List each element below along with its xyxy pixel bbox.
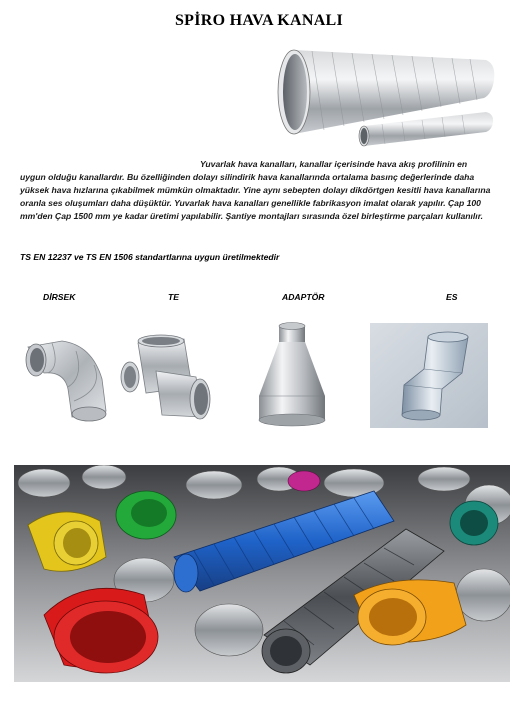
paragraph-first-line: Yuvarlak hava kanalları, kanallar içerisinde hava akış profilinin en <box>200 159 468 169</box>
paragraph-body: uygun olduğu kanallardır. Bu özelliğinden dolayı silindirik hava kanallarında ortalama basınç değerlerinde daha yüksek hava hızlarına çıkabilmek mümkün olmaktadır. Yine aynı sebepten dolayı dikdörtgen kesitli hava kanallarına oranla ses oluşumları daha düşüktür. Yuvarlak hava kanalları genellikle fabrikasyon imalat olarak yapılır. Çap 100 mm'den Çap 1500 mm ye kadar üretimi yapılabilir. Şantiye montajları sırasında özel birleştirme parçaları kullanılır. <box>20 172 491 221</box>
colored-ducts-collage-image <box>14 465 510 682</box>
standard-note: TS EN 12237 ve TS EN 1506 standartlarına uygun üretilmektedir <box>20 252 280 262</box>
product-label-es: ES <box>446 292 458 302</box>
page-title: SPİRO HAVA KANALI <box>174 12 344 29</box>
tee-fitting-image <box>116 331 216 431</box>
product-label-dirsek: DİRSEK <box>43 292 76 302</box>
spiral-duct-image <box>272 42 498 150</box>
product-label-adaptor: ADAPTÖR <box>282 292 325 302</box>
reducer-adapter-image <box>255 320 329 430</box>
offset-fitting-image <box>370 323 488 428</box>
product-label-te: TE <box>168 292 179 302</box>
elbow-fitting-image <box>14 327 118 427</box>
